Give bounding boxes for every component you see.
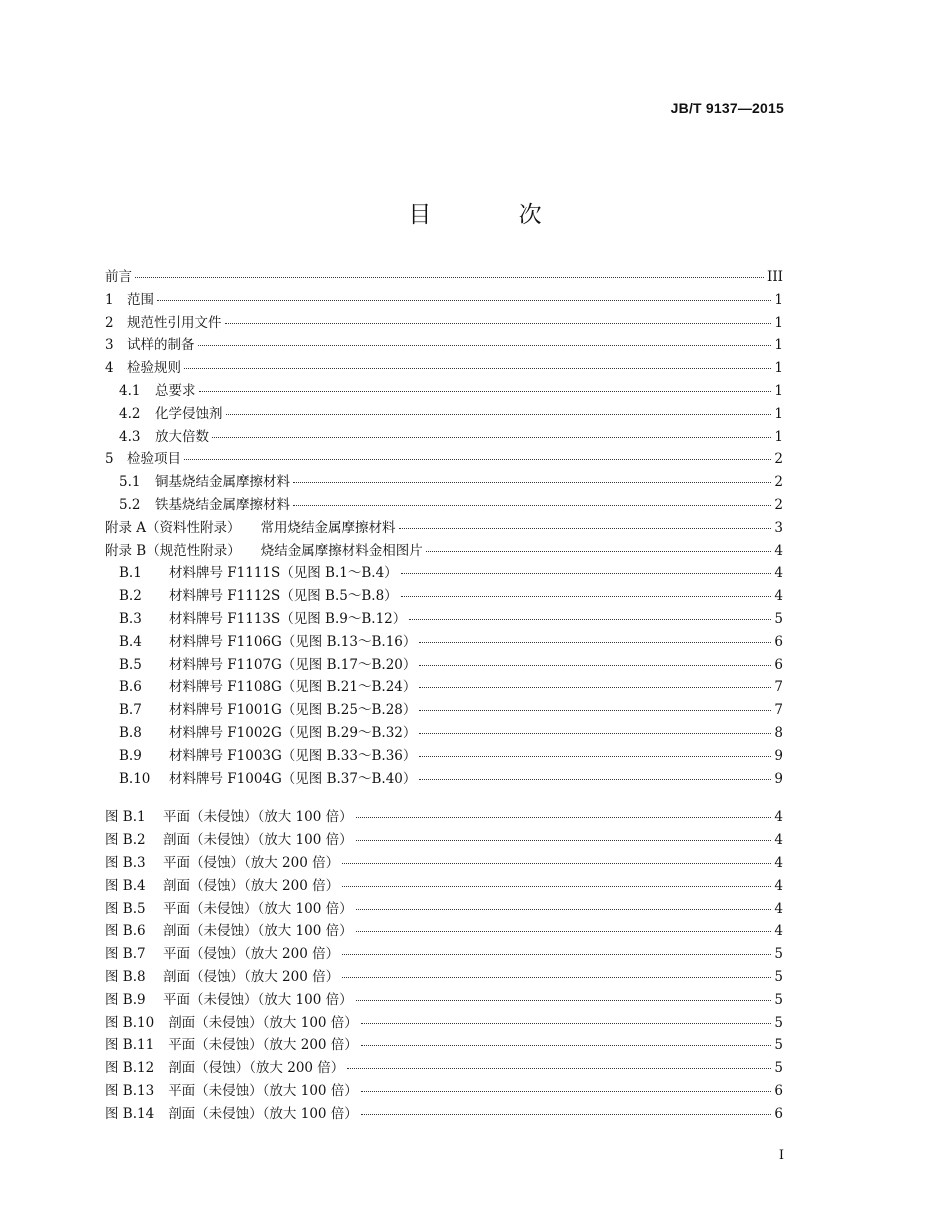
entry-number: 2 bbox=[105, 314, 114, 331]
entry-title: 烧结金属摩擦材料金相图片 bbox=[260, 542, 423, 559]
entry-title: 剖面（未侵蚀）（放大 100 倍） bbox=[163, 923, 353, 940]
dot-leader bbox=[293, 504, 771, 506]
entry-page: 6 bbox=[774, 1082, 783, 1099]
entry-page: 5 bbox=[774, 1060, 783, 1077]
entry-title: 剖面（侵蚀）（放大 200 倍） bbox=[163, 968, 340, 985]
entry-label bbox=[119, 607, 406, 627]
entry-page: 6 bbox=[774, 656, 783, 673]
dot-leader bbox=[419, 778, 771, 780]
entry-number: 图 B.5 bbox=[105, 900, 146, 917]
figure-entry[interactable] bbox=[105, 1056, 783, 1079]
entry-label bbox=[105, 1011, 358, 1031]
entry-title: 化学侵蚀剂 bbox=[155, 405, 223, 422]
figure-entry[interactable] bbox=[105, 851, 783, 874]
dot-leader bbox=[342, 976, 771, 978]
entry-title: 材料牌号 F1113S（见图 B.9～B.12） bbox=[169, 610, 407, 627]
toc-entry[interactable] bbox=[105, 470, 783, 493]
toc-entry[interactable] bbox=[105, 447, 783, 470]
entry-page: 4 bbox=[774, 900, 783, 917]
toc-entry[interactable] bbox=[105, 288, 783, 311]
entry-title: 平面（侵蚀）（放大 200 倍） bbox=[163, 946, 340, 963]
entry-title: 平面（未侵蚀）（放大 200 倍） bbox=[168, 1037, 358, 1054]
figure-entry[interactable] bbox=[105, 965, 783, 988]
page-number: I bbox=[778, 1148, 784, 1163]
figure-entry[interactable] bbox=[105, 988, 783, 1011]
entry-label bbox=[105, 288, 154, 308]
entry-title: 平面（未侵蚀）（放大 100 倍） bbox=[163, 991, 353, 1008]
entry-title: 剖面（未侵蚀）（放大 100 倍） bbox=[168, 1105, 358, 1122]
toc-entry[interactable] bbox=[105, 561, 783, 584]
entry-title: 材料牌号 F1112S（见图 B.5～B.8） bbox=[169, 588, 398, 605]
figure-entry[interactable] bbox=[105, 1011, 783, 1034]
entry-page: 3 bbox=[774, 519, 783, 536]
entry-label bbox=[119, 630, 416, 650]
dot-leader bbox=[399, 527, 772, 529]
entry-label bbox=[105, 828, 353, 848]
entry-title: 平面（未侵蚀）（放大 100 倍） bbox=[168, 1082, 358, 1099]
entry-title: 剖面（侵蚀）（放大 200 倍） bbox=[163, 877, 340, 894]
entry-number: 图 B.6 bbox=[105, 923, 146, 940]
entry-label bbox=[105, 942, 339, 962]
entry-label bbox=[105, 965, 339, 985]
toc-entry[interactable] bbox=[105, 744, 783, 767]
entry-label bbox=[119, 402, 223, 422]
dot-leader bbox=[401, 595, 772, 597]
figure-entry[interactable] bbox=[105, 942, 783, 965]
entry-page: 9 bbox=[774, 747, 783, 764]
entry-page: 1 bbox=[774, 382, 783, 399]
entry-number: 图 B.13 bbox=[105, 1082, 155, 1099]
entry-label bbox=[105, 919, 353, 939]
entry-title: 检验规则 bbox=[127, 360, 181, 377]
entry-page: 4 bbox=[774, 565, 783, 582]
dot-leader bbox=[356, 908, 772, 910]
entry-number: B.2 bbox=[119, 588, 142, 605]
entry-page: 5 bbox=[774, 946, 783, 963]
entry-page: 7 bbox=[774, 679, 783, 696]
figure-entry[interactable] bbox=[105, 1033, 783, 1056]
entry-page: 8 bbox=[774, 724, 783, 741]
dot-leader bbox=[342, 953, 771, 955]
dot-leader bbox=[184, 367, 771, 369]
entry-page: 2 bbox=[774, 451, 783, 468]
toc-entry[interactable] bbox=[105, 767, 783, 790]
dot-leader bbox=[361, 1022, 772, 1024]
dot-leader bbox=[356, 999, 772, 1001]
figure-entry[interactable] bbox=[105, 874, 783, 897]
entry-title: 试样的制备 bbox=[127, 337, 195, 354]
entry-label bbox=[105, 265, 132, 285]
entry-page: 6 bbox=[774, 1105, 783, 1122]
dot-leader bbox=[226, 413, 772, 415]
entry-label bbox=[105, 356, 181, 376]
entry-title: 总要求 bbox=[155, 382, 196, 399]
toc-entry[interactable] bbox=[105, 425, 783, 448]
entry-page: 4 bbox=[774, 877, 783, 894]
toc-entry[interactable] bbox=[105, 630, 783, 653]
dot-leader bbox=[184, 458, 771, 460]
entry-number: B.9 bbox=[119, 747, 142, 764]
entry-label bbox=[105, 805, 353, 825]
entry-title: 材料牌号 F1108G（见图 B.21～B.24） bbox=[169, 679, 417, 696]
figure-entry[interactable] bbox=[105, 1079, 783, 1102]
entry-label bbox=[105, 1056, 344, 1076]
entry-title: 铜基烧结金属摩擦材料 bbox=[155, 474, 290, 491]
entry-title: 材料牌号 F1002G（见图 B.29～B.32） bbox=[169, 724, 417, 741]
entry-page: 2 bbox=[774, 496, 783, 513]
entry-label bbox=[105, 516, 396, 536]
entry-title: 平面（侵蚀）（放大 200 倍） bbox=[163, 854, 340, 871]
dot-leader bbox=[342, 885, 771, 887]
entry-page: 1 bbox=[774, 360, 783, 377]
entry-page: 5 bbox=[774, 610, 783, 627]
entry-number: 图 B.8 bbox=[105, 968, 146, 985]
dot-leader bbox=[419, 732, 771, 734]
table-of-contents bbox=[105, 265, 783, 1124]
entry-page: 4 bbox=[774, 923, 783, 940]
figure-entry[interactable] bbox=[105, 828, 783, 851]
entry-label bbox=[119, 653, 416, 673]
toc-entry[interactable] bbox=[105, 675, 783, 698]
entry-label bbox=[119, 698, 416, 718]
entry-page: 1 bbox=[774, 405, 783, 422]
entry-number: 4 bbox=[105, 360, 114, 377]
dot-leader bbox=[356, 816, 772, 818]
entry-page: 1 bbox=[774, 291, 783, 308]
dot-leader bbox=[225, 322, 772, 324]
toc-entry[interactable] bbox=[105, 333, 783, 356]
entry-title: 平面（未侵蚀）（放大 100 倍） bbox=[163, 809, 353, 826]
entry-number: B.4 bbox=[119, 633, 142, 650]
entry-label bbox=[119, 379, 196, 399]
entry-title: 材料牌号 F1111S（见图 B.1～B.4） bbox=[169, 565, 398, 582]
entry-number: 4.1 bbox=[119, 382, 141, 399]
dot-leader bbox=[157, 299, 771, 301]
dot-leader bbox=[419, 686, 771, 688]
entry-number: 附录 A（资料性附录） bbox=[105, 519, 241, 536]
entry-number: 图 B.2 bbox=[105, 832, 146, 849]
dot-leader bbox=[426, 550, 772, 552]
entry-title: 材料牌号 F1001G（见图 B.25～B.28） bbox=[169, 702, 417, 719]
entry-number: 图 B.3 bbox=[105, 854, 146, 871]
entry-page: 4 bbox=[774, 588, 783, 605]
entry-title: 放大倍数 bbox=[155, 428, 209, 445]
entry-page: 4 bbox=[774, 832, 783, 849]
entry-label bbox=[105, 1033, 358, 1053]
toc-entry[interactable] bbox=[105, 698, 783, 721]
dot-leader bbox=[347, 1067, 771, 1069]
figure-entry[interactable] bbox=[105, 897, 783, 920]
entry-title: 规范性引用文件 bbox=[127, 314, 222, 331]
entry-label bbox=[119, 493, 290, 513]
entry-label bbox=[105, 447, 181, 467]
toc-entry[interactable] bbox=[105, 402, 783, 425]
figure-entry[interactable] bbox=[105, 805, 783, 828]
toc-entry[interactable] bbox=[105, 265, 783, 288]
dot-leader bbox=[419, 641, 771, 643]
toc-entry[interactable] bbox=[105, 653, 783, 676]
entry-number: 图 B.1 bbox=[105, 809, 146, 826]
dot-leader bbox=[342, 862, 771, 864]
dot-leader bbox=[419, 755, 771, 757]
entry-number: 4.3 bbox=[119, 428, 141, 445]
figure-entry[interactable] bbox=[105, 919, 783, 942]
dot-leader bbox=[356, 839, 772, 841]
figure-entry[interactable] bbox=[105, 1102, 783, 1125]
figure-list bbox=[105, 805, 783, 1124]
entry-title: 剖面（侵蚀）（放大 200 倍） bbox=[168, 1060, 345, 1077]
entry-label bbox=[105, 539, 423, 559]
entry-label bbox=[105, 1102, 358, 1122]
dot-leader bbox=[198, 344, 772, 346]
entry-label bbox=[105, 333, 195, 353]
dot-leader bbox=[419, 664, 771, 666]
entry-number: 图 B.7 bbox=[105, 946, 146, 963]
toc-entry[interactable] bbox=[105, 356, 783, 379]
toc-entries bbox=[105, 265, 783, 789]
entry-title: 材料牌号 F1003G（见图 B.33～B.36） bbox=[169, 747, 417, 764]
entry-label bbox=[105, 311, 222, 331]
entry-number: 1 bbox=[105, 291, 114, 308]
entry-page: 5 bbox=[774, 1014, 783, 1031]
entry-number: 图 B.11 bbox=[105, 1037, 155, 1054]
entry-number: 图 B.10 bbox=[105, 1014, 155, 1031]
entry-label bbox=[119, 470, 290, 490]
entry-number: 5.1 bbox=[119, 474, 141, 491]
entry-number: 4.2 bbox=[119, 405, 141, 422]
toc-entry[interactable] bbox=[105, 539, 783, 562]
entry-number: 图 B.9 bbox=[105, 991, 146, 1008]
entry-page: 7 bbox=[774, 702, 783, 719]
toc-entry[interactable] bbox=[105, 516, 783, 539]
entry-number: 图 B.14 bbox=[105, 1105, 155, 1122]
entry-label bbox=[119, 675, 416, 695]
entry-number: 附录 B（规范性附录） bbox=[105, 542, 241, 559]
dot-leader bbox=[293, 481, 771, 483]
dot-leader bbox=[212, 436, 771, 438]
entry-page: III bbox=[767, 269, 783, 285]
dot-leader bbox=[361, 1044, 772, 1046]
dot-leader bbox=[356, 930, 772, 932]
dot-leader bbox=[199, 390, 772, 392]
toc-entry[interactable] bbox=[105, 721, 783, 744]
entry-page: 9 bbox=[774, 770, 783, 787]
entry-label bbox=[119, 744, 416, 764]
dot-leader bbox=[361, 1113, 772, 1115]
entry-number: B.10 bbox=[119, 770, 151, 787]
dot-leader bbox=[419, 709, 771, 711]
entry-label bbox=[119, 561, 398, 581]
entry-title: 材料牌号 F1004G（见图 B.37～B.40） bbox=[169, 770, 417, 787]
entry-page: 4 bbox=[774, 809, 783, 826]
entry-page: 5 bbox=[774, 1037, 783, 1054]
entry-label bbox=[119, 721, 416, 741]
entry-label bbox=[105, 988, 353, 1008]
entry-label bbox=[105, 851, 339, 871]
entry-number: B.1 bbox=[119, 565, 142, 582]
entry-title: 铁基烧结金属摩擦材料 bbox=[155, 496, 290, 513]
entry-number: 图 B.4 bbox=[105, 877, 146, 894]
entry-title: 剖面（未侵蚀）（放大 100 倍） bbox=[168, 1014, 358, 1031]
toc-entry[interactable] bbox=[105, 584, 783, 607]
entry-page: 2 bbox=[774, 474, 783, 491]
standard-code: JB/T 9137—2015 bbox=[670, 100, 784, 116]
entry-page: 1 bbox=[774, 337, 783, 354]
entry-page: 5 bbox=[774, 968, 783, 985]
entry-title: 材料牌号 F1107G（见图 B.17～B.20） bbox=[169, 656, 417, 673]
dot-leader bbox=[135, 276, 764, 278]
entry-page: 4 bbox=[774, 854, 783, 871]
entry-title: 平面（未侵蚀）（放大 100 倍） bbox=[163, 900, 353, 917]
entry-number: B.7 bbox=[119, 702, 142, 719]
toc-title: 目 次 bbox=[408, 202, 582, 228]
toc-entry[interactable] bbox=[105, 493, 783, 516]
entry-number: 3 bbox=[105, 337, 114, 354]
dot-leader bbox=[401, 572, 772, 574]
entry-number: B.5 bbox=[119, 656, 142, 673]
entry-label bbox=[119, 584, 398, 604]
entry-number: B.8 bbox=[119, 724, 142, 741]
entry-page: 1 bbox=[774, 314, 783, 331]
entry-title: 材料牌号 F1106G（见图 B.13～B.16） bbox=[169, 633, 417, 650]
entry-number: 5 bbox=[105, 451, 114, 468]
entry-page: 5 bbox=[774, 991, 783, 1008]
entry-number: 图 B.12 bbox=[105, 1060, 155, 1077]
entry-title: 常用烧结金属摩擦材料 bbox=[260, 519, 396, 536]
entry-title: 检验项目 bbox=[127, 451, 181, 468]
dot-leader bbox=[409, 618, 771, 620]
entry-title: 范围 bbox=[127, 291, 154, 308]
dot-leader bbox=[361, 1090, 772, 1092]
toc-entry[interactable] bbox=[105, 311, 783, 334]
entry-title: 剖面（未侵蚀）（放大 100 倍） bbox=[163, 832, 353, 849]
entry-page: 1 bbox=[774, 428, 783, 445]
entry-page: 6 bbox=[774, 633, 783, 650]
toc-entry[interactable] bbox=[105, 607, 783, 630]
entry-number: B.6 bbox=[119, 679, 142, 696]
entry-label bbox=[105, 897, 353, 917]
entry-label bbox=[119, 425, 209, 445]
entry-label bbox=[105, 874, 339, 894]
entry-page: 4 bbox=[774, 542, 783, 559]
entry-number: 5.2 bbox=[119, 496, 141, 513]
entry-number: B.3 bbox=[119, 610, 142, 627]
toc-entry[interactable] bbox=[105, 379, 783, 402]
entry-label bbox=[105, 1079, 358, 1099]
entry-label bbox=[119, 767, 416, 787]
entry-title: 前言 bbox=[105, 269, 132, 285]
